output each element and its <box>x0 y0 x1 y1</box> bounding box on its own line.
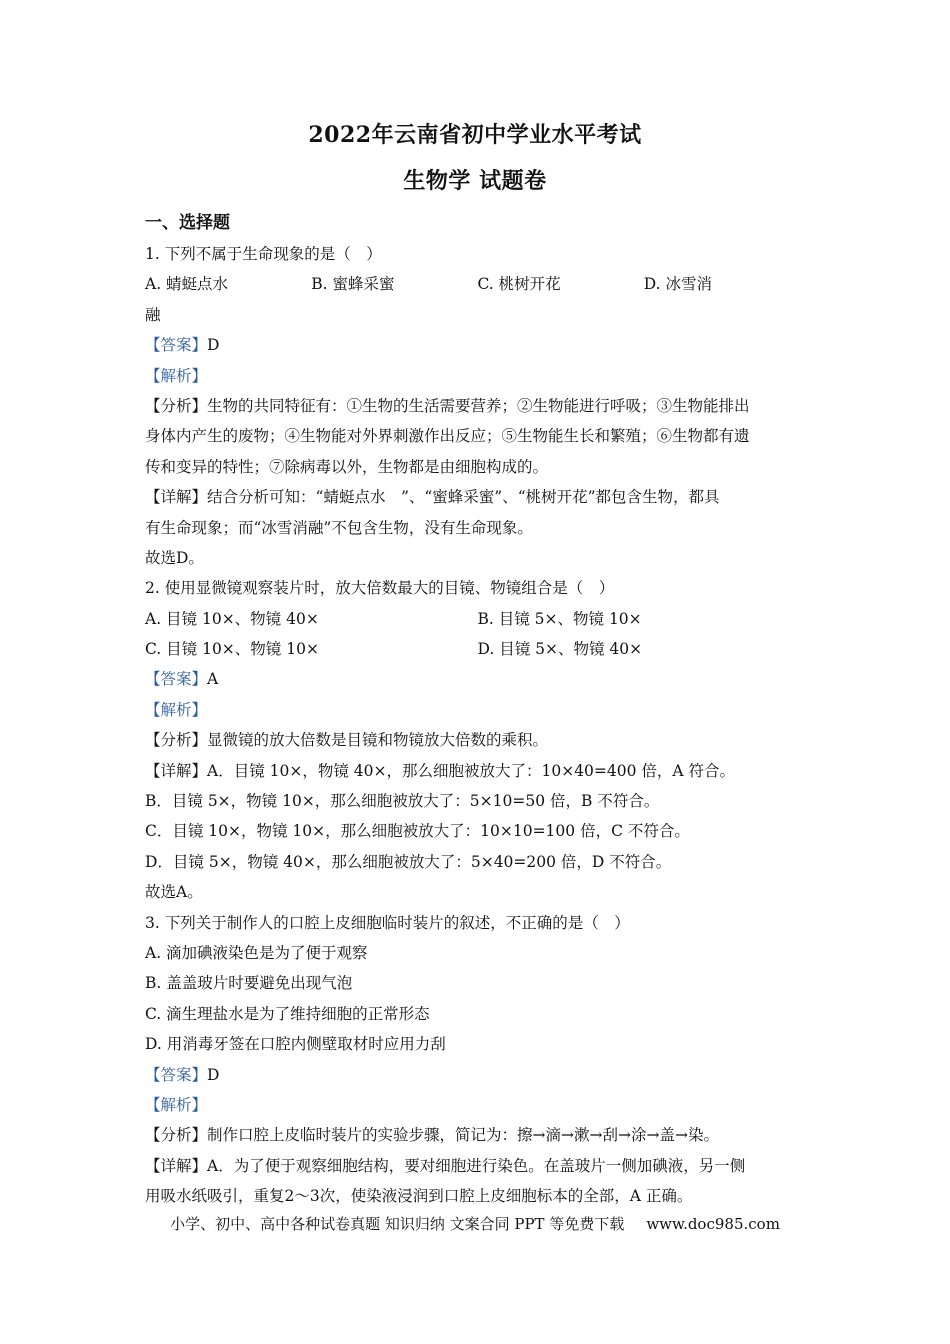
question-1-options <box>145 269 810 299</box>
q2-detail-d: D．目镜 5×，物镜 40×，那么细胞被放大了：5×40=200 倍，D 不符合。 <box>145 852 672 871</box>
exam-subtitle: 生物学 试题卷 <box>403 168 547 194</box>
detail-tag: 【详解】 <box>145 488 208 507</box>
q3-detail-2: 用吸水纸吸引，重复2～3次，使染液浸润到口腔上皮细胞标本的全部，A 正确。 <box>145 1187 693 1206</box>
section-heading: 一、选择题 <box>145 213 230 233</box>
q2-option-b: B. 目镜 5×、物镜 10× <box>477 609 642 628</box>
answer-tag: 【答案】 <box>145 336 208 355</box>
q3-option-c: C. 滴生理盐水是为了维持细胞的正常形态 <box>145 1004 430 1023</box>
q3-option-d: D. 用消毒牙签在口腔内侧壁取材时应用力刮 <box>145 1035 446 1054</box>
q2-analysis-heading <box>145 695 810 725</box>
q1-option-b: B. 蜜蜂采蜜 <box>311 275 395 294</box>
q1-option-a: A. 蜻蜓点水 <box>145 275 229 294</box>
analysis-tag: 【解析】 <box>145 700 208 719</box>
q2-choose: 故选A。 <box>145 883 203 902</box>
q3-option-b: B. 盖盖玻片时要避免出现气泡 <box>145 974 353 993</box>
q2-fenxi <box>145 725 810 755</box>
analysis-tag: 【解析】 <box>145 1095 208 1114</box>
q3-detail-1 <box>145 1151 810 1181</box>
fenxi-tag: 【分析】 <box>145 731 208 750</box>
q3-fenxi <box>145 1120 810 1150</box>
q1-fenxi-2: 身体内产生的废物；④生物能对外界刺激作出反应；⑤生物能生长和繁殖；⑥生物都有遗 <box>145 427 750 446</box>
analysis-tag: 【解析】 <box>145 366 208 385</box>
q2-detail-c: C．目镜 10×，物镜 10×，那么细胞被放大了：10×10=100 倍，C 不符合。 <box>145 822 690 841</box>
detail-tag: 【详解】 <box>145 761 208 780</box>
q3-detail-text-1: A．为了便于观察细胞结构，要对细胞进行染色。在盖玻片一侧加碘液，另一侧 <box>207 1156 746 1175</box>
question-3-stem: 3. 下列关于制作人的口腔上皮细胞临时装片的叙述，不正确的是（ ） <box>145 913 630 932</box>
detail-tag: 【详解】 <box>145 1156 208 1175</box>
q2-answer-value: A <box>207 670 219 689</box>
q2-option-c: C. 目镜 10×、物镜 10× <box>145 640 319 659</box>
q1-analysis-heading <box>145 361 810 391</box>
q2-detail-b: B．目镜 5×，物镜 10×，那么细胞被放大了：5×10=50 倍，B 不符合。 <box>145 792 660 811</box>
q1-choose: 故选D。 <box>145 548 204 567</box>
question-1-stem: 1. 下列不属于生命现象的是（ ） <box>145 245 382 263</box>
q3-fenxi-text: 制作口腔上皮临时装片的实验步骤，简记为：擦→滴→漱→刮→涂→盖→染。 <box>207 1126 719 1145</box>
q2-detail-a-text: A．目镜 10×，物镜 40×，那么细胞被放大了：10×40=400 倍，A 符合。 <box>207 761 736 780</box>
q1-detail-2: 有生命现象；而“冰雪消融”不包含生物，没有生命现象。 <box>145 518 533 537</box>
q2-option-d: D. 目镜 5×、物镜 40× <box>477 640 643 659</box>
q2-fenxi-text: 显微镜的放大倍数是目镜和物镜放大倍数的乘积。 <box>207 731 549 750</box>
q2-detail-a <box>145 756 810 786</box>
footer-text: 小学、初中、高中各种试卷真题 知识归纳 文案合同 PPT 等免费下载 <box>170 1215 625 1233</box>
q1-option-d: D. 冰雪消 <box>643 275 712 294</box>
fenxi-tag: 【分析】 <box>145 1126 208 1145</box>
answer-tag: 【答案】 <box>145 670 208 689</box>
q2-option-a: A. 目镜 10×、物镜 40× <box>145 609 319 628</box>
q1-answer <box>145 330 810 360</box>
exam-title: 2022年云南省初中学业水平考试 <box>308 122 642 148</box>
q1-detail-text-1: 结合分析可知：“蜻蜓点水 ”、“蜜蜂采蜜”、“桃树开花”都包含生物，都具 <box>207 488 720 507</box>
q1-answer-value: D <box>207 336 220 355</box>
q1-detail-1 <box>145 482 810 512</box>
fenxi-tag: 【分析】 <box>145 396 208 415</box>
q1-fenxi-1 <box>145 391 810 421</box>
answer-tag: 【答案】 <box>145 1065 208 1084</box>
question-2-options-row2 <box>145 634 810 664</box>
q3-option-a: A. 滴加碘液染色是为了便于观察 <box>145 943 368 962</box>
question-2-options-row1 <box>145 604 810 634</box>
q3-answer <box>145 1060 810 1090</box>
q2-answer <box>145 664 810 694</box>
questions-body <box>145 239 810 1212</box>
q1-option-d-wrap: 融 <box>145 305 161 324</box>
question-2-stem: 2. 使用显微镜观察装片时，放大倍数最大的目镜、物镜组合是（ ） <box>145 579 615 598</box>
q3-answer-value: D <box>207 1065 220 1084</box>
q3-analysis-heading <box>145 1090 810 1120</box>
footer-url[interactable]: www.doc985.com <box>646 1215 780 1233</box>
page-footer <box>0 1213 950 1234</box>
q1-fenxi-3: 传和变异的特性；⑦除病毒以外，生物都是由细胞构成的。 <box>145 457 549 476</box>
q1-option-c: C. 桃树开花 <box>477 275 561 294</box>
q1-fenxi-text-1: 生物的共同特征有：①生物的生活需要营养；②生物能进行呼吸；③生物能排出 <box>207 396 750 415</box>
